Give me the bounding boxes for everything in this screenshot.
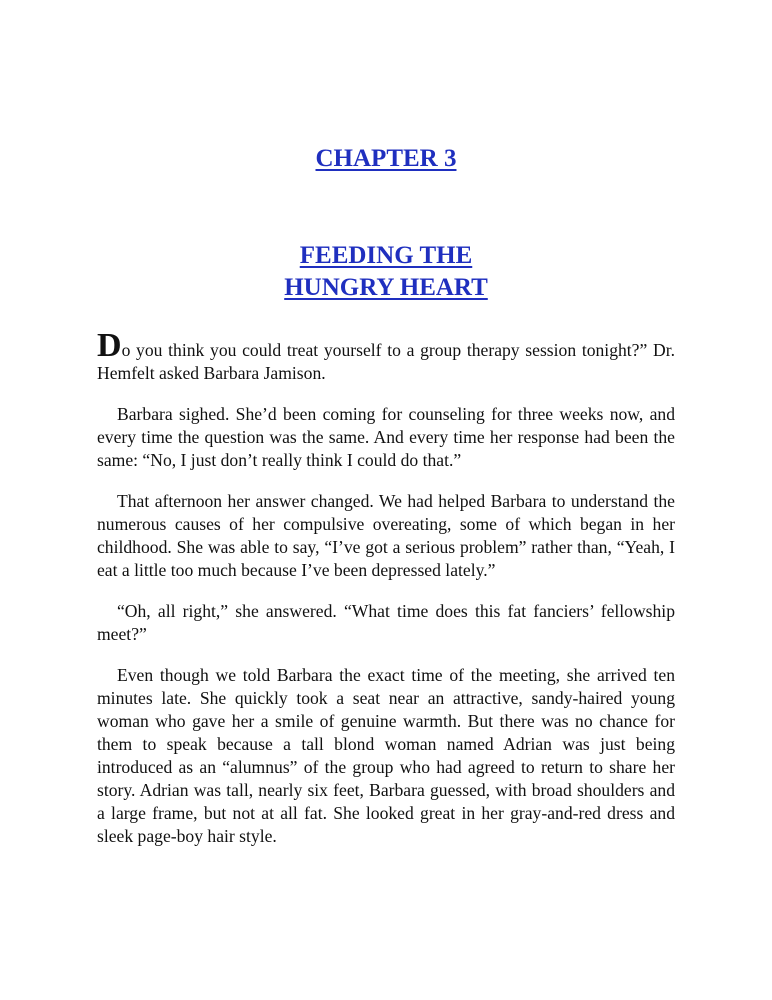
paragraph-2: Barbara sighed. She’d been coming for counseling for three weeks now, and every time the question was the same. And every time her response had been the same: “No, I just don’t really think I could do that.” <box>97 404 675 470</box>
chapter-number-heading <box>97 143 675 175</box>
chapter-title-heading <box>97 240 675 304</box>
paragraph-1 <box>97 327 675 385</box>
paragraph-4: “Oh, all right,” she answered. “What time does this fat fanciers’ fellowship meet?” <box>97 601 675 644</box>
paragraph-1-text: o you think you could treat yourself to a group therapy session tonight?” Dr. Hemfelt asked Barbara Jamison. <box>97 340 675 383</box>
chapter-number-link[interactable]: CHAPTER 3 <box>315 145 457 172</box>
chapter-body <box>97 327 675 866</box>
chapter-title-link-line2[interactable]: HUNGRY HEART <box>284 274 488 301</box>
chapter-title-link-line1[interactable]: FEEDING THE <box>299 242 473 269</box>
drop-cap-letter: D <box>97 327 122 364</box>
paragraph-5: Even though we told Barbara the exact time of the meeting, she arrived ten minutes late. She quickly took a seat near an attractive, sandy-haired young woman who gave her a smile of genuine warmth. But there was no chance for them to speak because a tall blond woman named Adrian was just being introduced as an “alumnus” of the group who had agreed to return to share her story. Adrian was tall, nearly six feet, Barbara guessed, with broad shoulders and a large frame, but not at all fat. She looked great in her gray-and-red dress and sleek page-boy hair style. <box>97 665 675 846</box>
paragraph-3: That afternoon her answer changed. We had helped Barbara to understand the numerous causes of her compulsive overeating, some of which began in her childhood. She was able to say, “I’ve got a serious problem” rather than, “Yeah, I eat a little too much because I’ve been depressed lately.” <box>97 491 675 580</box>
